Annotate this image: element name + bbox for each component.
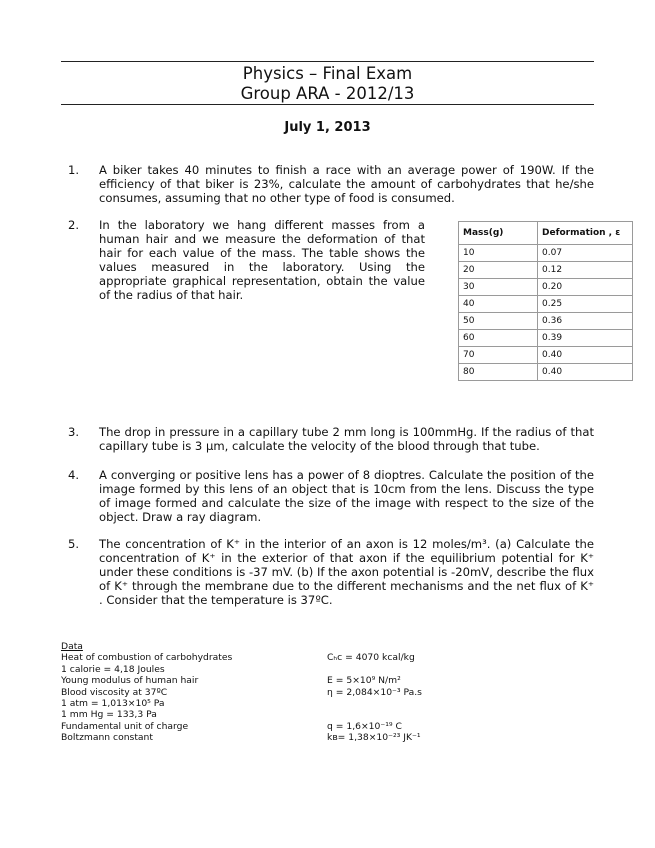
mass-cell: 30: [459, 279, 538, 296]
data-label: 1 calorie = 4,18 Joules: [61, 663, 165, 675]
data-section: [61, 641, 601, 744]
data-row: [61, 709, 601, 720]
data-label: Young modulus of human hair: [61, 675, 199, 687]
deformation-cell: 0.20: [538, 279, 633, 296]
question-text: In the laboratory we hang different masses from a human hair and we measure the deformation of that hair for each value of the mass. The table shows the values measured in the laboratory. Using the appropriate graphical representation, obtain the value of the radius of that hair.: [99, 218, 425, 302]
bottom-rule: [61, 104, 594, 105]
question-text: A biker takes 40 minutes to finish a race with an average power of 190W. If the efficiency of that biker is 23%, calculate the amount of carbohydrates that he/she consumes, assuming that no other type of food is consumed.: [99, 163, 594, 205]
mass-cell: 70: [459, 347, 538, 364]
data-value: η = 2,084×10⁻³ Pa.s: [327, 686, 422, 698]
data-row: [61, 687, 601, 698]
deformation-cell: 0.40: [538, 364, 633, 381]
data-label: 1 mm Hg = 133,3 Pa: [61, 709, 157, 721]
exam-date: July 1, 2013: [284, 120, 371, 135]
mass-cell: 60: [459, 330, 538, 347]
deformation-cell: 0.12: [538, 262, 633, 279]
data-row: [61, 664, 601, 675]
data-value: E = 5×10⁹ N/m²: [327, 675, 401, 687]
deformation-cell: 0.40: [538, 347, 633, 364]
data-value: Cₕc = 4070 kcal/kg: [327, 652, 415, 664]
mass-cell: 80: [459, 364, 538, 381]
data-row: [61, 698, 601, 709]
question-number: 5.: [67, 537, 79, 551]
question-number: 3.: [67, 425, 79, 439]
deformation-cell: 0.07: [538, 245, 633, 262]
data-value: q = 1,6×10⁻¹⁹ C: [327, 720, 402, 732]
deformation-cell: 0.36: [538, 313, 633, 330]
data-label: Boltzmann constant: [61, 732, 153, 744]
data-label: 1 atm = 1,013×10⁵ Pa: [61, 697, 165, 709]
table-header-row: [459, 222, 633, 245]
table-row: [459, 347, 633, 364]
mass-cell: 50: [459, 313, 538, 330]
table-row: [459, 313, 633, 330]
table-row: [459, 364, 633, 381]
data-row: [61, 652, 601, 663]
column-header-deformation: Deformation , ε: [538, 222, 633, 245]
data-row: [61, 732, 601, 743]
question-text: The drop in pressure in a capillary tube 2 mm long is 100mmHg. If the radius of that capillary tube is 3 μm, calculate the velocity of the blood through that tube.: [99, 425, 594, 453]
data-row: [61, 721, 601, 732]
data-label: Heat of combustion of carbohydrates: [61, 652, 233, 664]
table-row: [459, 296, 633, 313]
exam-title: Physics – Final Exam: [242, 64, 413, 83]
data-label: Fundamental unit of charge: [61, 720, 189, 732]
group-title: Group ARA - 2012/13: [240, 84, 415, 103]
mass-cell: 10: [459, 245, 538, 262]
table-row: [459, 262, 633, 279]
question-number: 1.: [67, 163, 79, 177]
question-text: A converging or positive lens has a power of 8 dioptres. Calculate the position of the image formed by this lens of an object that is 10cm from the lens. Discuss the type of image formed and calculate the size of the image with respect to the size of the object. Draw a ray diagram.: [99, 468, 594, 524]
data-heading: Data: [61, 641, 83, 652]
question-number: 4.: [67, 468, 79, 482]
data-row: [61, 675, 601, 686]
mass-deformation-table: [458, 221, 633, 381]
data-value: kʙ= 1,38×10⁻²³ JK⁻¹: [327, 732, 421, 744]
data-label: Blood viscosity at 37ºC: [61, 686, 168, 698]
top-rule: [61, 61, 594, 62]
table-row: [459, 245, 633, 262]
question-number: 2.: [67, 218, 79, 232]
mass-cell: 20: [459, 262, 538, 279]
mass-cell: 40: [459, 296, 538, 313]
deformation-cell: 0.39: [538, 330, 633, 347]
table-row: [459, 330, 633, 347]
question-text: The concentration of K⁺ in the interior of an axon is 12 moles/m³. (a) Calculate the concentration of K⁺ in the exterior of that axon if the equilibrium potential for K⁺ under these conditions is -37 mV. (b) If the axon potential is -20mV, describe the flux of K⁺ through the membrane due to the different mechanisms and the net flux of K⁺ . Consider that the temperature is 37ºC.: [99, 537, 594, 607]
deformation-cell: 0.25: [538, 296, 633, 313]
column-header-mass: Mass(g): [459, 222, 538, 245]
table-row: [459, 279, 633, 296]
